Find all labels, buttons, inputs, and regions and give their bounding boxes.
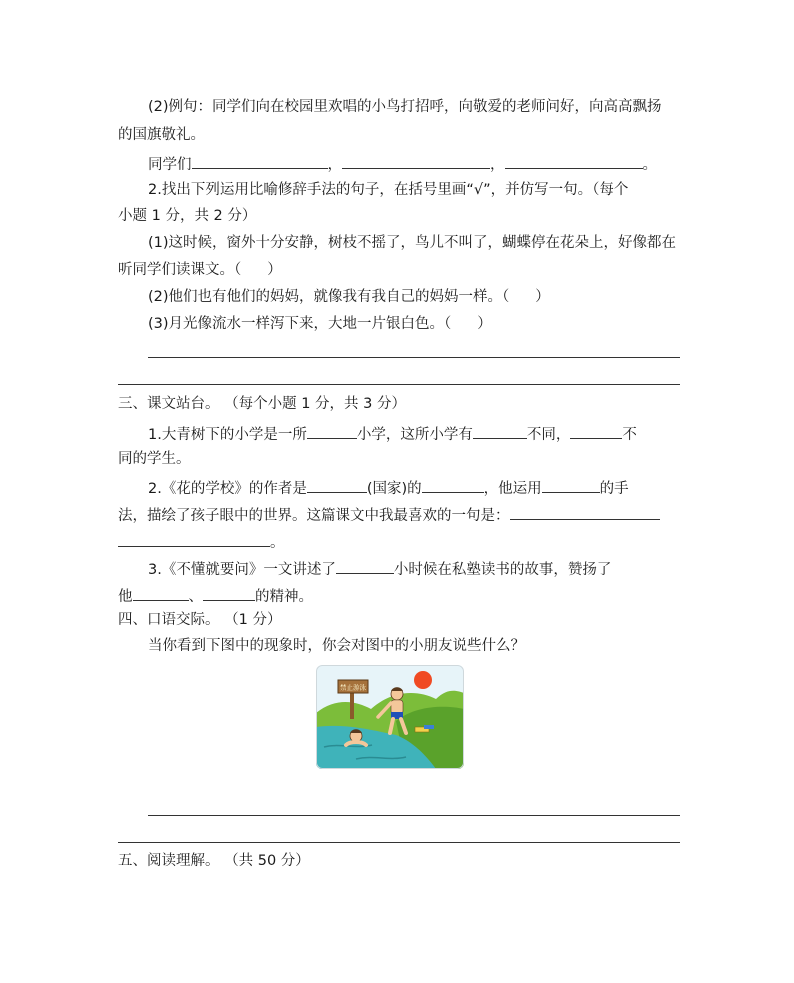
text: 3.《不懂就要问》一文讲述了: [148, 562, 336, 578]
answer-blank[interactable]: [192, 152, 328, 169]
sign-text: 禁止游泳: [340, 683, 366, 692]
comma: ，: [490, 157, 505, 173]
q1-fill-line: [148, 152, 657, 175]
text: 小时候在私塾读书的故事，赞扬了: [393, 562, 612, 578]
s3-q2-line1: [148, 476, 629, 499]
q2-item2: [148, 287, 550, 307]
answer-blank[interactable]: [473, 422, 527, 439]
fill-lead: 同学们: [148, 157, 192, 173]
text: 1.大青树下的小学是一所: [148, 427, 307, 443]
q2-title-line2: 小题 1 分，共 2 分）: [118, 208, 257, 224]
text: ，他运用: [483, 481, 542, 497]
s3-q2-line2: [118, 503, 660, 526]
answer-blank[interactable]: [510, 503, 660, 520]
answer-blank[interactable]: [505, 152, 643, 169]
sun-icon: [414, 671, 432, 689]
q2-title-line1: 2.找出下列运用比喻修辞手法的句子，在括号里画“√”，并仿写一句。（每个: [148, 182, 629, 198]
text: (国家)的: [366, 481, 422, 497]
answer-blank[interactable]: [342, 152, 490, 169]
s3-q3-line2: [118, 584, 313, 607]
section4-title: 四、口语交际。 （1 分）: [118, 612, 282, 628]
answer-blank[interactable]: [133, 584, 189, 601]
q1-item2-line2: 的国旗敬礼。: [118, 127, 205, 143]
q2-item3: [148, 314, 492, 334]
item-text: (3)月光像流水一样泻下来，大地一片银白色。（: [148, 316, 452, 332]
text: 的精神。: [255, 589, 313, 605]
q1-item2-line1: (2)例句：同学们向在校园里欢唱的小鸟打招呼，向敬爱的老师问好，向高高飘扬: [148, 99, 662, 115]
answer-blank[interactable]: [203, 584, 255, 601]
answer-blank[interactable]: [570, 422, 622, 439]
answer-line[interactable]: [148, 815, 680, 816]
illustration-svg: [316, 665, 464, 769]
answer-line[interactable]: [118, 384, 680, 385]
answer-line[interactable]: [148, 357, 680, 358]
answer-blank[interactable]: [336, 557, 394, 574]
answer-blank[interactable]: [118, 530, 270, 547]
section3-title: 三、课文站台。 （每个小题 1 分，共 3 分）: [118, 396, 406, 412]
s3-q1-line1: [148, 422, 637, 445]
answer-blank[interactable]: [307, 422, 357, 439]
s3-q2-line3: [118, 530, 285, 553]
answer-line[interactable]: [118, 842, 680, 843]
period: 。: [270, 535, 285, 551]
s3-q1-line2: 同的学生。: [118, 451, 191, 467]
section5-title: 五、阅读理解。 （共 50 分）: [118, 853, 310, 869]
answer-blank[interactable]: [542, 476, 600, 493]
q2-item1-line2: [118, 260, 282, 280]
bracket-close: ）: [477, 316, 492, 332]
text: 不: [622, 427, 637, 443]
s3-q3-line1: [148, 557, 611, 580]
answer-blank[interactable]: [307, 476, 367, 493]
text: 不同，: [526, 427, 571, 443]
text: 法，描绘了孩子眼中的世界。这篇课文中我最喜欢的一句是：: [118, 508, 510, 524]
text: 2.《花的学校》的作者是: [148, 481, 307, 497]
swimming-illustration: [316, 665, 464, 769]
text: 小学，这所小学有: [356, 427, 473, 443]
text: 、: [188, 589, 203, 605]
bracket-close: ）: [535, 289, 550, 305]
text: 的手: [599, 481, 629, 497]
period: 。: [642, 157, 657, 173]
section4-prompt: 当你看到下图中的现象时，你会对图中的小朋友说些什么？: [148, 638, 525, 654]
q2-item1-line1: (1)这时候，窗外十分安静，树枝不摇了，鸟儿不叫了，蝴蝶停在花朵上，好像都在: [148, 235, 677, 251]
item-text: (2)他们也有他们的妈妈，就像我有我自己的妈妈一样。（: [148, 289, 510, 305]
answer-blank[interactable]: [422, 476, 484, 493]
bracket-close: ）: [267, 262, 282, 278]
comma: ，: [327, 157, 342, 173]
item-text: 听同学们读课文。（: [118, 262, 242, 278]
text: 他: [118, 589, 133, 605]
